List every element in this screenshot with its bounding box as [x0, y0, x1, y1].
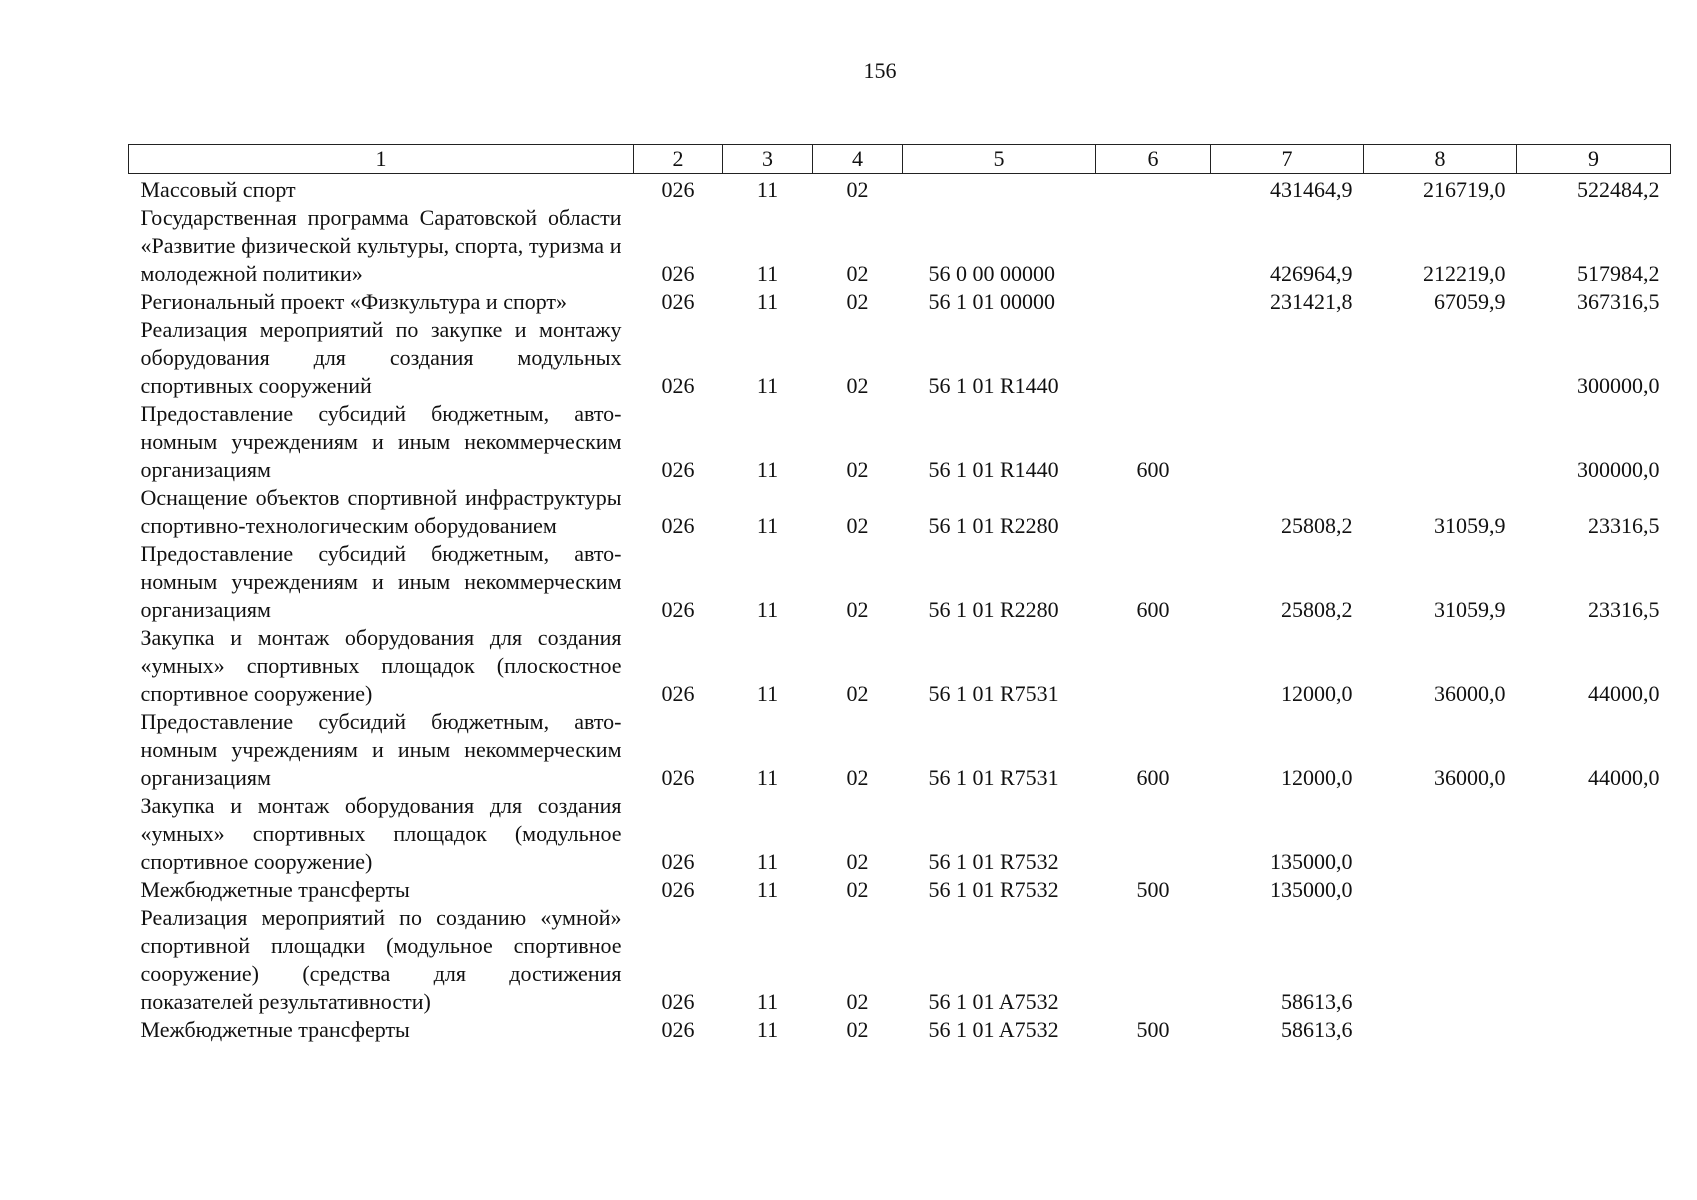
amount-col8-cell [1364, 1016, 1517, 1044]
col-header-2: 2 [634, 145, 723, 174]
row-name-cell: Предоставление субсидий бюджетным, автономным учреждениям и иным некоммерческим организациям [140, 401, 622, 482]
section-cell: 026 [661, 989, 695, 1014]
subsection-cell: 11 [756, 261, 779, 286]
section-cell: 026 [661, 765, 695, 790]
amount-col9-cell: 300000,0 [1577, 373, 1660, 398]
amount-col7-cell: 25808,2 [1281, 597, 1353, 622]
amount-col7-cell: 58613,6 [1281, 989, 1353, 1014]
col-header-6: 6 [1096, 145, 1211, 174]
row-name-cell: Закупка и монтаж оборудования для создания «умных» спортивных площадок (модульное спортивное сооружение) [140, 793, 622, 874]
subsection2-cell: 02 [846, 1017, 869, 1042]
target-article-cell: 56 1 01 R7532 [928, 849, 1059, 874]
subsection2-cell: 02 [846, 177, 869, 202]
target-article-cell: 56 0 00 00000 [928, 261, 1055, 286]
amount-col9-cell [1517, 876, 1671, 904]
section-cell: 026 [661, 681, 695, 706]
amount-col7-cell: 135000,0 [1270, 849, 1353, 874]
subsection-cell: 11 [756, 457, 779, 482]
expense-type-cell [1096, 316, 1211, 400]
amount-col9-cell: 44000,0 [1588, 681, 1660, 706]
target-article-cell [903, 174, 1096, 205]
table-row [129, 288, 1671, 316]
amount-col9-cell [1517, 904, 1671, 1016]
section-cell: 026 [661, 877, 695, 902]
section-cell: 026 [661, 457, 695, 482]
target-article-cell: 56 1 01 R7531 [928, 681, 1059, 706]
subsection-cell: 11 [756, 1017, 779, 1042]
col-header-7: 7 [1211, 145, 1364, 174]
budget-table [128, 144, 1671, 1044]
amount-col9-cell: 23316,5 [1588, 597, 1660, 622]
expense-type-cell [1096, 792, 1211, 876]
section-cell: 026 [661, 373, 695, 398]
expense-type-cell [1096, 174, 1211, 205]
subsection2-cell: 02 [846, 681, 869, 706]
row-name-cell: Региональный проект «Физкультура и спорт» [140, 289, 568, 314]
section-cell: 026 [661, 261, 695, 286]
section-cell: 026 [661, 289, 695, 314]
header-row [129, 145, 1671, 174]
row-name-cell: Реализация мероприятий по закупке и монтажу оборудования для создания модульных спортивных сооружений [140, 317, 622, 398]
amount-col8-cell [1364, 904, 1517, 1016]
expense-type-cell [1096, 484, 1211, 540]
col-header-8: 8 [1364, 145, 1517, 174]
subsection2-cell: 02 [846, 261, 869, 286]
target-article-cell: 56 1 01 R7532 [928, 877, 1059, 902]
table-row [129, 540, 1671, 624]
row-name-cell: Реализация мероприятий по созданию «умной» спортивной площадки (модульное спортивное сооружение) (средства для достижения показателей результативности) [140, 905, 622, 1014]
table-row [129, 204, 1671, 288]
subsection2-cell: 02 [846, 373, 869, 398]
section-cell: 026 [661, 177, 695, 202]
subsection2-cell: 02 [846, 877, 869, 902]
page-number: 156 [863, 58, 897, 83]
subsection-cell: 11 [756, 681, 779, 706]
amount-col8-cell [1364, 876, 1517, 904]
row-name-cell: Государственная программа Саратовской области «Развитие физической культуры, спорта, туризма и молодежной политики» [140, 205, 622, 286]
amount-col9-cell: 522484,2 [1577, 177, 1660, 202]
amount-col8-cell: 31059,9 [1434, 513, 1506, 538]
amount-col7-cell [1211, 316, 1364, 400]
target-article-cell: 56 1 01 R1440 [928, 373, 1059, 398]
row-name-cell: Предоставление субсидий бюджетным, автономным учреждениям и иным некоммерческим организациям [140, 709, 622, 790]
table-row [129, 792, 1671, 876]
table-row [129, 904, 1671, 1016]
subsection2-cell: 02 [846, 849, 869, 874]
amount-col9-cell: 367316,5 [1577, 289, 1660, 314]
subsection2-cell: 02 [846, 513, 869, 538]
col-header-5: 5 [903, 145, 1096, 174]
amount-col8-cell [1364, 792, 1517, 876]
target-article-cell: 56 1 01 A7532 [928, 1017, 1059, 1042]
table-row [129, 400, 1671, 484]
subsection-cell: 11 [756, 765, 779, 790]
col-header-9: 9 [1517, 145, 1671, 174]
subsection2-cell: 02 [846, 989, 869, 1014]
target-article-cell: 56 1 01 R7531 [928, 765, 1059, 790]
subsection-cell: 11 [756, 373, 779, 398]
target-article-cell: 56 1 01 A7532 [928, 989, 1059, 1014]
amount-col7-cell [1211, 400, 1364, 484]
subsection-cell: 11 [756, 177, 779, 202]
amount-col8-cell: 67059,9 [1434, 289, 1506, 314]
table-row [129, 1016, 1671, 1044]
amount-col7-cell: 231421,8 [1270, 289, 1353, 314]
row-name-cell: Массовый спорт [140, 177, 296, 202]
expense-type-cell [1096, 204, 1211, 288]
col-header-4: 4 [813, 145, 903, 174]
amount-col7-cell: 12000,0 [1281, 765, 1353, 790]
amount-col8-cell: 216719,0 [1423, 177, 1506, 202]
section-cell: 026 [661, 1017, 695, 1042]
subsection-cell: 11 [756, 289, 779, 314]
target-article-cell: 56 1 01 R2280 [928, 597, 1059, 622]
subsection2-cell: 02 [846, 289, 869, 314]
table-row [129, 174, 1671, 205]
amount-col7-cell: 58613,6 [1281, 1017, 1353, 1042]
table-row [129, 484, 1671, 540]
target-article-cell: 56 1 01 R2280 [928, 513, 1059, 538]
amount-col7-cell: 12000,0 [1281, 681, 1353, 706]
amount-col8-cell: 36000,0 [1434, 765, 1506, 790]
row-name-cell: Предоставление субсидий бюджетным, автономным учреждениям и иным некоммерческим организациям [140, 541, 622, 622]
amount-col9-cell [1517, 1016, 1671, 1044]
subsection2-cell: 02 [846, 765, 869, 790]
expense-type-cell [1096, 288, 1211, 316]
amount-col9-cell: 300000,0 [1577, 457, 1660, 482]
expense-type-cell: 600 [1136, 457, 1170, 482]
expense-type-cell [1096, 904, 1211, 1016]
amount-col8-cell [1364, 316, 1517, 400]
table-row [129, 624, 1671, 708]
amount-col9-cell: 517984,2 [1577, 261, 1660, 286]
amount-col8-cell: 31059,9 [1434, 597, 1506, 622]
col-header-3: 3 [723, 145, 813, 174]
table-row [129, 876, 1671, 904]
section-cell: 026 [661, 597, 695, 622]
subsection-cell: 11 [756, 513, 779, 538]
table-row [129, 316, 1671, 400]
subsection-cell: 11 [756, 849, 779, 874]
amount-col8-cell: 212219,0 [1423, 261, 1506, 286]
subsection-cell: 11 [756, 989, 779, 1014]
subsection-cell: 11 [756, 597, 779, 622]
col-header-1: 1 [129, 145, 634, 174]
row-name-cell: Оснащение объектов спортивной инфраструктуры спортивно-технологическим оборудованием [140, 485, 622, 538]
amount-col9-cell: 44000,0 [1588, 765, 1660, 790]
amount-col8-cell [1364, 400, 1517, 484]
expense-type-cell [1096, 624, 1211, 708]
row-name-cell: Закупка и монтаж оборудования для создания «умных» спортивных площадок (плоскостное спортивное сооружение) [140, 625, 622, 706]
expense-type-cell: 600 [1136, 597, 1170, 622]
section-cell: 026 [661, 849, 695, 874]
amount-col9-cell [1517, 792, 1671, 876]
amount-col9-cell: 23316,5 [1588, 513, 1660, 538]
target-article-cell: 56 1 01 R1440 [928, 457, 1059, 482]
amount-col7-cell: 431464,9 [1270, 177, 1353, 202]
amount-col8-cell: 36000,0 [1434, 681, 1506, 706]
target-article-cell: 56 1 01 00000 [928, 289, 1055, 314]
amount-col7-cell: 426964,9 [1270, 261, 1353, 286]
expense-type-cell: 500 [1136, 877, 1170, 902]
amount-col7-cell: 25808,2 [1281, 513, 1353, 538]
section-cell: 026 [661, 513, 695, 538]
table-row [129, 708, 1671, 792]
subsection2-cell: 02 [846, 597, 869, 622]
amount-col7-cell: 135000,0 [1270, 877, 1353, 902]
expense-type-cell: 600 [1136, 765, 1170, 790]
subsection2-cell: 02 [846, 457, 869, 482]
expense-type-cell: 500 [1136, 1017, 1170, 1042]
subsection-cell: 11 [756, 877, 779, 902]
row-name-cell: Межбюджетные трансферты [140, 877, 410, 902]
row-name-cell: Межбюджетные трансферты [140, 1017, 410, 1042]
